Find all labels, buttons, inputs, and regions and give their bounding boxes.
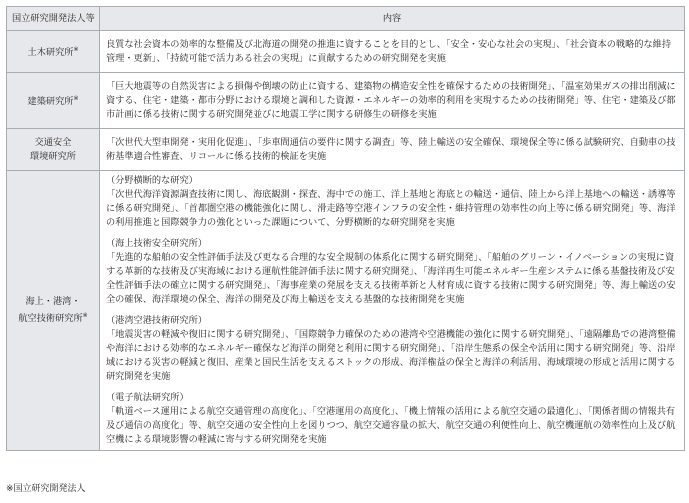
- org-cell: [7, 171, 100, 451]
- section-text: 「地震災害の軽減や復旧に関する研究開発」、「国際競争力確保のための港湾や空港機能の強化に関する研究開発」、「遠隔離島での港湾整備や海洋における効率的なエネルギー確保など海洋の開発と利用に関する研究開発」、「沿岸生態系の保全や活用に関する研究開発」等、沿岸域における災害の軽減と復旧、産業と国民生活を支えるストックの形成、海洋権益の保全と海洋の利活用、海域環境の形成と活用に関する研究開発を実施: [106, 329, 676, 382]
- section-title: （海上技術安全研究所）: [106, 238, 208, 249]
- table-row: [7, 171, 685, 451]
- section: [106, 237, 678, 307]
- org-name-line2: 環境研究所: [30, 150, 76, 162]
- org-mark: ※: [82, 312, 88, 319]
- org-cell: [7, 73, 100, 129]
- desc-text: 良質な社会資本の効率的な整備及び北海道の開発の推進に資することを目的とし、「安全・安心な社会の実現」、「社会資本の戦略的な維持管理・更新」、「持続可能で活力ある社会の実現」に貢献するための研究開発を実施: [106, 38, 672, 64]
- section-title: （港湾空港技術研究所）: [106, 315, 208, 326]
- table-row: [7, 31, 685, 73]
- section-text: 「次世代海洋資源調査技術に関し、海底観測・探査、海中での施工、洋上基地と海底との輸送・通信、陸上から洋上基地への輸送・誘導等に係る研究開発」、「首都圏空港の機能強化に関し、滑走路等空港インフラの安全性・維持管理の効率性の向上等に係る研究開発」等、海洋の利用推進と国際競争力の強化といった課題について、分野横断的な研究開発を実施: [106, 189, 676, 228]
- org-mark: ※: [73, 46, 79, 53]
- desc-cell: [100, 73, 685, 129]
- section: [106, 391, 678, 447]
- org-cell: [7, 129, 100, 171]
- desc-cell: [100, 129, 685, 171]
- section: [106, 314, 678, 384]
- org-name: 土木研究所: [27, 47, 74, 58]
- section-title: （分野横断的な研究）: [106, 175, 198, 186]
- section-title: （電子航法研究所）: [106, 392, 189, 403]
- org-name-line1: 交通安全: [34, 136, 72, 148]
- table-header-row: [7, 7, 685, 31]
- header-content: [100, 7, 685, 31]
- section-text: 「先進的な船舶の安全性評価手法及び更なる合理的な安全規制の体系化に関する研究開発」、「船舶のグリーン・イノベーションの実現に資する革新的な技術及び実海域における運航性能評価手法に関する研究開発」、「海洋再生可能エネルギー生産システムに係る基盤技術及び安全性評価手法の確立に関する研究開発」、「海事産業の発展を支える技術革新と人材育成に資する技術に関する研究開発」等、海上輸送の安全の確保、海洋環境の保全、海洋の開発及び海上輸送を支える基盤的な技術開発を実施: [106, 252, 676, 305]
- desc-text: 「巨大地震等の自然災害による損傷や倒壊の防止に資する、建築物の構造安全性を確保するための技術開発」、「温室効果ガスの排出削減に資する、住宅・建築・都市分野における環境と調和した資源・エネルギーの効率的利用を実現するための技術開発」等、住宅・建築及び都市計画に係る技術に関する研究開発並びに地震工学に関する研修生の研修を実施: [106, 80, 676, 120]
- research-institutes-table: [6, 6, 685, 451]
- org-name-line2: 航空技術研究所: [18, 313, 83, 324]
- org-cell: [7, 31, 100, 73]
- desc-cell: [100, 171, 685, 451]
- section: [106, 174, 678, 230]
- org-mark: ※: [73, 95, 79, 102]
- footnote: ※国立研究開発法人: [6, 484, 86, 494]
- section-text: 「軌道ベース運用による航空交通管理の高度化」、「空港運用の高度化」、「機上情報の活用による航空交通の最適化」、「関係者間の情報共有及び通信の高度化」等、航空交通の安全性向上を図りつつ、航空交通容量の拡大、航空交通の利便性向上、航空機運航の効率性向上及び航空機による環境影響の軽減に寄与する研究開発を実施: [106, 406, 676, 445]
- table-row: [7, 129, 685, 171]
- desc-cell: [100, 31, 685, 73]
- org-name-line1: 海上・港湾・: [25, 296, 81, 307]
- desc-text: 「次世代大型車開発・実用化促進」、「歩車間通信の要件に関する調査」等、陸上輸送の安全確保、環境保全等に係る試験研究、自動車の技術基準適合性審査、リコールに係る技術的検証を実施: [106, 136, 676, 162]
- header-org: 国立研究開発法人等: [7, 7, 100, 31]
- org-name: 建築研究所: [27, 96, 74, 107]
- table-row: [7, 73, 685, 129]
- header-content-label: 内容: [382, 12, 402, 24]
